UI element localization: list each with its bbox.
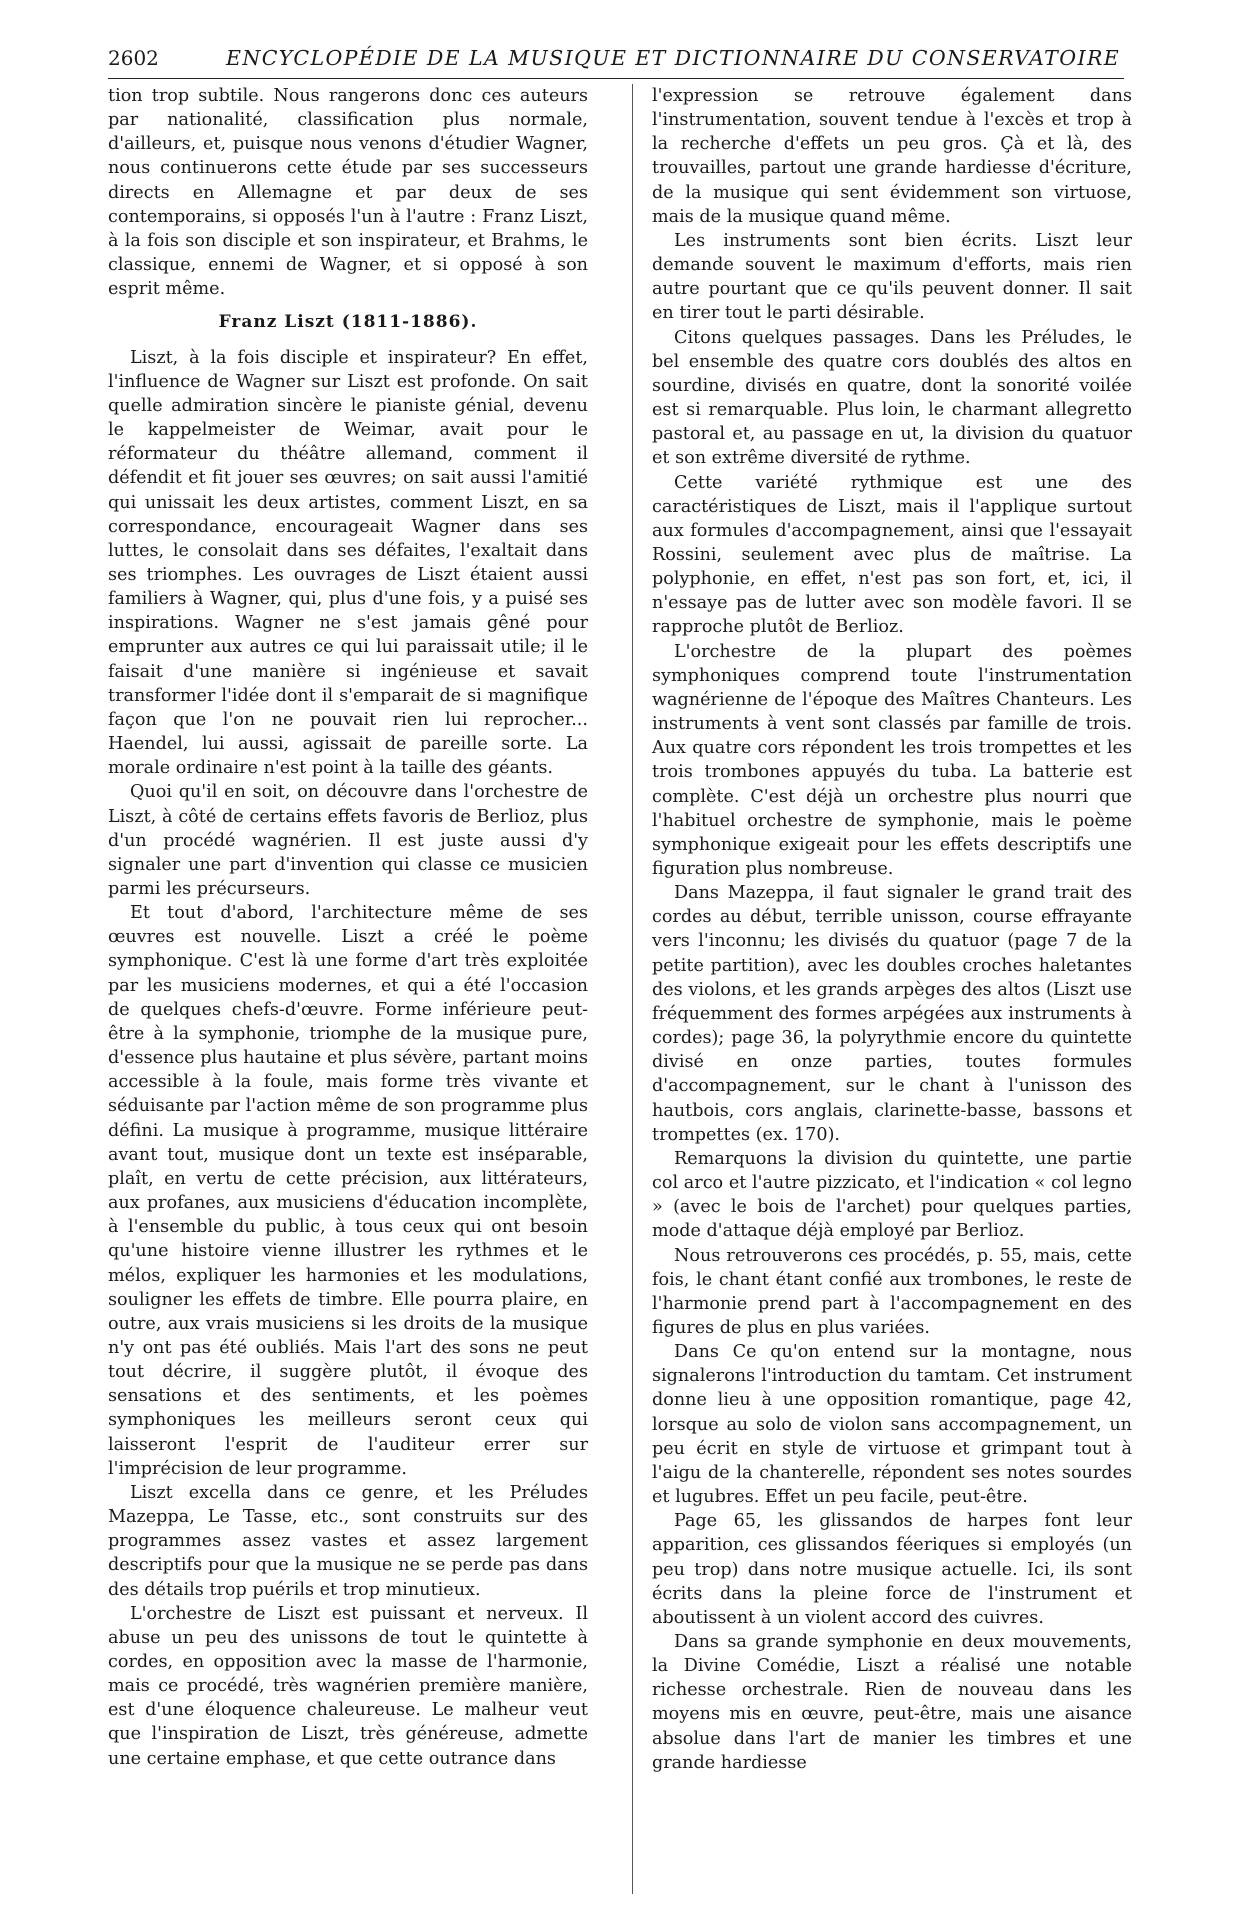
- paragraph: Dans Mazeppa, il faut signaler le grand trait des cordes au début, terrible unisson, course effrayante vers l'inconnu; les divisés du quatuor (page 7 de la petite partition), avec les doubles croches haletantes des violons, et les grands arpèges des altos (Liszt use fréquemment des formes arpégées aux instruments à cordes); page 36, la polyrythmie encore du quintette divisé en onze parties, toutes formules d'accompagnement, sur le chant à l'unisson des hautbois, cors anglais, clarinette-basse, bassons et trompettes (ex. 170).: [652, 883, 1132, 1145]
- left-column: [108, 84, 588, 1771]
- right-column: [652, 84, 1132, 1775]
- paragraph: Citons quelques passages. Dans les Préludes, le bel ensemble des quatre cors doublés des altos en sourdine, divisés en quatre, dont la sonorité voilée est si remarquable. Plus loin, le charmant allegretto pastoral et, au passage en ut, la division du quatuor et son extrême diversité de rythme.: [652, 327, 1132, 469]
- paragraph: Dans sa grande symphonie en deux mouvements, la Divine Comédie, Liszt a réalisé une notable richesse orchestrale. Rien de nouveau dans les moyens mis en œuvre, peut-être, mais une aisance absolue dans l'art de manier les timbres et une grande hardiesse: [652, 1632, 1132, 1773]
- paragraph: Remarquons la division du quintette, une partie col arco et l'autre pizzicato, et l'indication « col legno » (avec le bois de l'archet) pour quelques parties, mode d'attaque déjà employé par Berlioz.: [652, 1148, 1132, 1242]
- paragraph: Page 65, les glissandos de harpes font leur apparition, ces glissandos féeriques si employés (un peu trop) dans notre musique actuelle. Ici, ils sont écrits dans la pleine force de l'instrument et aboutissent à un violent accord des cuivres.: [652, 1511, 1132, 1628]
- paragraph: tion trop subtile. Nous rangerons donc ces auteurs par nationalité, classification plus normale, d'ailleurs, et, puisque nous venons d'étudier Wagner, nous continuerons cette étude par ses successeurs directs en Allemagne et par deux de ses contemporains, si opposés l'un à l'autre : Franz Liszt, à la fois son disciple et son inspirateur, et Brahms, le classique, ennemi de Wagner, et si opposé à son esprit même.: [108, 86, 588, 300]
- page-number: 2602: [108, 46, 159, 70]
- paragraph: Nous retrouverons ces procédés, p. 55, mais, cette fois, le chant étant confié aux trombones, le reste de l'harmonie prend part à l'accompagnement en des figures de plus en plus variées.: [652, 1245, 1132, 1338]
- section-heading: Franz Liszt (1811-1886).: [218, 312, 478, 333]
- paragraph: Les instruments sont bien écrits. Liszt leur demande souvent le maximum d'efforts, mais rien autre pourtant que ce qu'ils peuvent donner. Il sait en tirer tout le parti désirable.: [652, 230, 1132, 324]
- column-divider: [632, 84, 633, 1894]
- paragraph: L'orchestre de Liszt est puissant et nerveux. Il abuse un peu des unissons de tout le quintette à cordes, en opposition avec la masse de l'harmonie, mais ce procédé, très wagnérien première manière, est d'une éloquence chaleureuse. Le malheur veut que l'inspiration de Liszt, très généreuse, admette une certaine emphase, et que cette outrance dans: [108, 1603, 588, 1769]
- paragraph: l'expression se retrouve également dans l'instrumentation, souvent tendue à l'excès et trop à la recherche d'effets un peu gros. Çà et là, des trouvailles, partout une grande hardiesse d'écriture, de la musique qui sent évidemment son virtuose, mais de la musique quand même.: [652, 86, 1132, 227]
- paragraph: Cette variété rythmique est une des caractéristiques de Liszt, mais il l'applique surtout aux formules d'accompagnement, ainsi que l'essayait Rossini, seulement avec plus de maîtrise. La polyphonie, en effet, n'est pas son fort, et, ici, il n'essaye pas de lutter avec son modèle favori. Il se rapproche plutôt de Berlioz.: [652, 472, 1132, 638]
- paragraph: L'orchestre de la plupart des poèmes symphoniques comprend toute l'instrumentation wagnérienne de l'époque des Maîtres Chanteurs. Les instruments à vent sont classés par famille de trois. Aux quatre cors répondent les trois trompettes et les trois trombones appuyés du tuba. La batterie est complète. C'est déjà un orchestre plus nourri que l'habituel orchestre de symphonie, mais le poème symphonique exigeait pour les effets descriptifs une figuration plus nombreuse.: [652, 641, 1132, 879]
- paragraph: Liszt excella dans ce genre, et les Préludes Mazeppa, Le Tasse, etc., sont construits sur des programmes assez vastes et assez largement descriptifs pour que la musique ne se perde pas dans des détails trop puérils et trop minutieux.: [108, 1482, 588, 1600]
- paragraph: Dans Ce qu'on entend sur la montagne, nous signalerons l'introduction du tamtam. Cet instrument donne lieu à une opposition romantique, page 42, lorsque au solo de violon sans accompagnement, un peu écrit en style de virtuose et grimpant tout à l'aigu de la chanterelle, répondent ses notes sourdes et lugubres. Effet un peu facile, peut-être.: [652, 1342, 1132, 1508]
- page-header: [108, 44, 1124, 79]
- paragraph: Quoi qu'il en soit, on découvre dans l'orchestre de Liszt, à côté de certains effets favoris de Berlioz, plus d'un procédé wagnérien. Il est juste aussi d'y signaler une part d'invention qui classe ce musicien parmi les précurseurs.: [108, 782, 588, 899]
- paragraph: Liszt, à la fois disciple et inspirateur? En effet, l'influence de Wagner sur Liszt est profonde. On sait quelle admiration sincère le pianiste génial, devenu le kappelmeister de Weimar, avait pour le réformateur du théâtre allemand, comment il défendit et fit jouer ses œuvres; on sait aussi l'amitié qui unissait les deux artistes, comment Liszt, en sa correspondance, encourageait Wagner dans ses luttes, le consolait dans ses défaites, l'exaltait dans ses triomphes. Les ouvrages de Liszt étaient aussi familiers à Wagner, qui, plus d'une fois, y a puisé ses inspirations. Wagner ne s'est jamais gêné pour emprunter aux autres ce qui lui paraissait utile; il le faisait d'une manière si ingénieuse et savait transformer l'idée dont il s'emparait de si magnifique façon que l'on ne pouvait rien lui reprocher... Haendel, lui aussi, agissait de pareille sorte. La morale ordinaire n'est point à la taille des géants.: [108, 347, 588, 779]
- running-title: ENCYCLOPÉDIE DE LA MUSIQUE ET DICTIONNAIRE DU CONSERVATOIRE: [226, 46, 1121, 70]
- paragraph: Et tout d'abord, l'architecture même de ses œuvres est nouvelle. Liszt a créé le poème symphonique. C'est là une forme d'art très exploitée par les musiciens modernes, et qui a été l'occasion de quelques chefs-d'œuvre. Forme inférieure peut-être à la symphonie, triomphe de la musique pure, d'essence plus hautaine et plus sévère, partant moins accessible à la foule, mais forme très vivante et séduisante par l'action même de son programme plus défini. La musique à programme, musique littéraire avant tout, musique dont un texte est inséparable, plaît, en vertu de cette précision, aux littérateurs, aux profanes, aux musiciens d'éducation incomplète, à l'ensemble du public, à tous ceux qui ont besoin qu'une histoire vienne illustrer les rythmes et le mélos, expliquer les harmonies et les modulations, souligner les effets de timbre. Elle pourra plaire, en outre, aux vrais musiciens si les droits de la musique n'y ont pas été oubliés. Mais l'art des sons ne peut tout décrire, il suggère plutôt, il évoque des sensations et des sentiments, et les poèmes symphoniques les meilleurs seront ceux qui laisseront l'esprit de l'auditeur errer sur l'imprécision de leur programme.: [108, 903, 588, 1479]
